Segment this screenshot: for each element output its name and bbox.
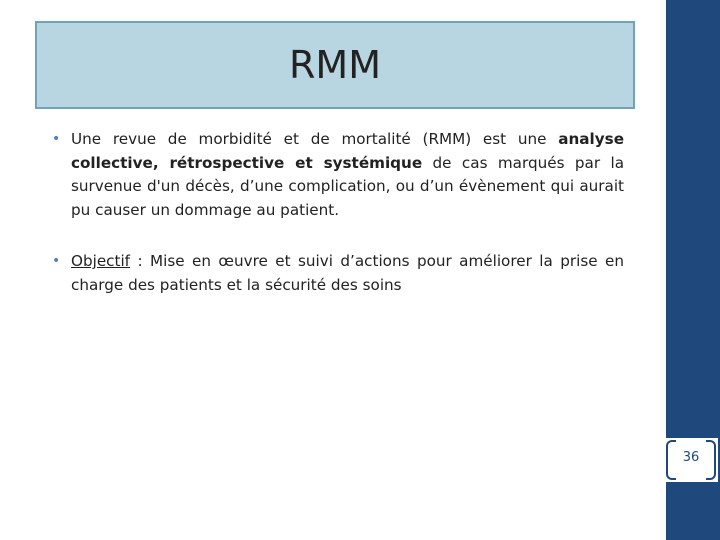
bullet-dot-icon: • xyxy=(52,131,61,147)
bullet-list xyxy=(52,128,624,297)
bullet-item-definition xyxy=(52,128,624,222)
slide-title: RMM xyxy=(289,43,381,87)
bullet-item-objective xyxy=(52,250,624,297)
page-number-box xyxy=(664,438,718,482)
title-box xyxy=(35,21,635,109)
bullet-text: Objectif : Mise en œuvre et suivi d’actions pour améliorer la prise en charge des patients et la sécurité des soins xyxy=(71,252,624,294)
bullet-text: Une revue de morbidité et de mortalité (RMM) est une analyse collective, rétrospective et systémique de cas marqués par la survenue d'un décès, d’une complication, ou d’un évènement qui aurait pu causer un dommage au patient. xyxy=(71,130,625,219)
page-number: 36 xyxy=(682,450,700,465)
bullet-dot-icon: • xyxy=(52,253,61,269)
